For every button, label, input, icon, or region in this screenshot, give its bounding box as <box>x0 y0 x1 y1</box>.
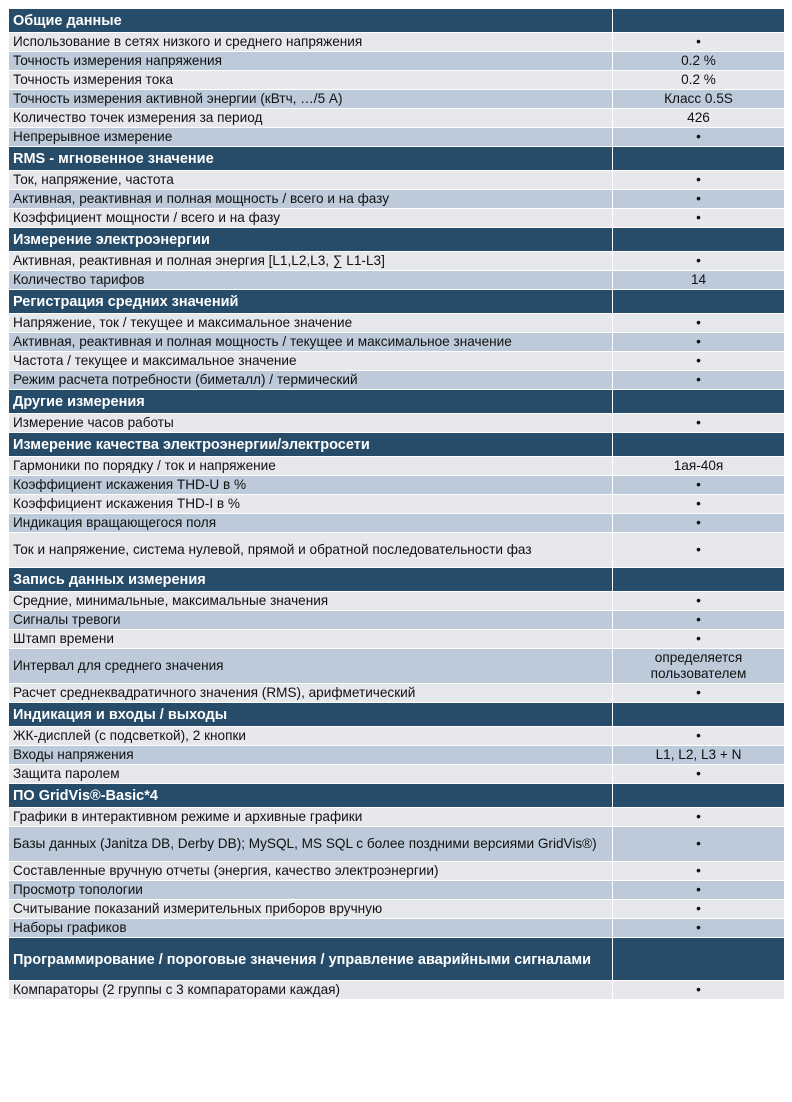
row-value: 1ая-40я <box>613 457 785 476</box>
section-header <box>9 290 785 314</box>
table-row <box>9 33 785 52</box>
row-label: Интервал для среднего значения <box>9 649 613 684</box>
row-value: • <box>613 190 785 209</box>
row-value: • <box>613 592 785 611</box>
row-value: • <box>613 252 785 271</box>
table-row <box>9 981 785 1000</box>
row-value: 0.2 % <box>613 71 785 90</box>
section-header-blank <box>613 228 785 252</box>
row-label: Входы напряжения <box>9 746 613 765</box>
row-value: • <box>613 352 785 371</box>
section-title: ПО GridVis®-Basic*4 <box>9 784 613 808</box>
table-row <box>9 333 785 352</box>
row-value: • <box>613 630 785 649</box>
table-row <box>9 533 785 568</box>
section-title: Индикация и входы / выходы <box>9 703 613 727</box>
section-header-blank <box>613 568 785 592</box>
row-label: Гармоники по порядку / ток и напряжение <box>9 457 613 476</box>
section-title: Программирование / пороговые значения / управление аварийными сигналами <box>9 938 613 981</box>
row-label: Коэффициент мощности / всего и на фазу <box>9 209 613 228</box>
row-value: • <box>613 611 785 630</box>
row-label: Использование в сетях низкого и среднего напряжения <box>9 33 613 52</box>
row-label: Ток и напряжение, система нулевой, прямой и обратной последовательности фаз <box>9 533 613 568</box>
section-header <box>9 568 785 592</box>
table-row <box>9 765 785 784</box>
row-value: • <box>613 171 785 190</box>
table-row <box>9 190 785 209</box>
section-header <box>9 9 785 33</box>
section-header <box>9 433 785 457</box>
table-row <box>9 592 785 611</box>
table-row <box>9 252 785 271</box>
row-label: Количество тарифов <box>9 271 613 290</box>
table-row <box>9 746 785 765</box>
table-row <box>9 128 785 147</box>
row-label: Коэффициент искажения THD-I в % <box>9 495 613 514</box>
table-row <box>9 171 785 190</box>
row-value: 14 <box>613 271 785 290</box>
section-header <box>9 147 785 171</box>
row-label: Расчет среднеквадратичного значения (RMS), арифметический <box>9 684 613 703</box>
row-label: Непрерывное измерение <box>9 128 613 147</box>
row-value: • <box>613 333 785 352</box>
row-label: ЖК-дисплей (с подсветкой), 2 кнопки <box>9 727 613 746</box>
row-label: Активная, реактивная и полная энергия [L1,L2,L3, ∑ L1-L3] <box>9 252 613 271</box>
section-title: Измерение качества электроэнергии/электросети <box>9 433 613 457</box>
table-row <box>9 649 785 684</box>
row-value: • <box>613 919 785 938</box>
row-value: • <box>613 808 785 827</box>
section-header <box>9 390 785 414</box>
table-row <box>9 371 785 390</box>
section-header <box>9 228 785 252</box>
table-row <box>9 414 785 433</box>
row-label: Активная, реактивная и полная мощность / текущее и максимальное значение <box>9 333 613 352</box>
table-row <box>9 209 785 228</box>
row-label: Частота / текущее и максимальное значение <box>9 352 613 371</box>
section-title: RMS - мгновенное значение <box>9 147 613 171</box>
table-row <box>9 727 785 746</box>
spec-table-body <box>9 9 785 1000</box>
row-value: • <box>613 209 785 228</box>
table-row <box>9 808 785 827</box>
section-header-blank <box>613 784 785 808</box>
section-header <box>9 938 785 981</box>
row-label: Наборы графиков <box>9 919 613 938</box>
row-label: Защита паролем <box>9 765 613 784</box>
section-header <box>9 784 785 808</box>
row-label: Измерение часов работы <box>9 414 613 433</box>
table-row <box>9 862 785 881</box>
table-row <box>9 495 785 514</box>
row-label: Точность измерения активной энергии (кВтч, …/5 А) <box>9 90 613 109</box>
table-row <box>9 457 785 476</box>
row-label: Сигналы тревоги <box>9 611 613 630</box>
row-label: Точность измерения тока <box>9 71 613 90</box>
section-header-blank <box>613 433 785 457</box>
row-value: • <box>613 33 785 52</box>
row-value: Класс 0.5S <box>613 90 785 109</box>
table-row <box>9 314 785 333</box>
row-value: • <box>613 881 785 900</box>
row-label: Количество точек измерения за период <box>9 109 613 128</box>
row-label: Базы данных (Janitza DB, Derby DB); MySQL, MS SQL с более поздними версиями GridVis®) <box>9 827 613 862</box>
spec-table <box>8 8 785 1000</box>
section-title: Измерение электроэнергии <box>9 228 613 252</box>
table-row <box>9 611 785 630</box>
row-value: • <box>613 414 785 433</box>
row-value: • <box>613 371 785 390</box>
section-header-blank <box>613 390 785 414</box>
table-row <box>9 881 785 900</box>
row-value: • <box>613 684 785 703</box>
row-label: Компараторы (2 группы с 3 компараторами каждая) <box>9 981 613 1000</box>
row-value: L1, L2, L3 + N <box>613 746 785 765</box>
section-title: Регистрация средних значений <box>9 290 613 314</box>
row-value: • <box>613 533 785 568</box>
row-value: • <box>613 495 785 514</box>
row-value: • <box>613 314 785 333</box>
section-header-blank <box>613 147 785 171</box>
table-row <box>9 900 785 919</box>
table-row <box>9 90 785 109</box>
row-value: • <box>613 727 785 746</box>
table-row <box>9 271 785 290</box>
row-label: Режим расчета потребности (биметалл) / термический <box>9 371 613 390</box>
row-label: Напряжение, ток / текущее и максимальное значение <box>9 314 613 333</box>
row-value: 426 <box>613 109 785 128</box>
row-value: • <box>613 128 785 147</box>
row-value: • <box>613 862 785 881</box>
row-label: Штамп времени <box>9 630 613 649</box>
row-value: • <box>613 476 785 495</box>
table-row <box>9 52 785 71</box>
table-row <box>9 684 785 703</box>
row-value: 0.2 % <box>613 52 785 71</box>
table-row <box>9 476 785 495</box>
row-label: Ток, напряжение, частота <box>9 171 613 190</box>
row-label: Считывание показаний измерительных приборов вручную <box>9 900 613 919</box>
section-title: Запись данных измерения <box>9 568 613 592</box>
section-header-blank <box>613 938 785 981</box>
row-label: Точность измерения напряжения <box>9 52 613 71</box>
row-value: • <box>613 765 785 784</box>
row-label: Просмотр топологии <box>9 881 613 900</box>
table-row <box>9 109 785 128</box>
row-value: • <box>613 981 785 1000</box>
spec-table-container <box>8 8 784 1000</box>
row-label: Графики в интерактивном режиме и архивные графики <box>9 808 613 827</box>
table-row <box>9 919 785 938</box>
section-title: Другие измерения <box>9 390 613 414</box>
section-header-blank <box>613 290 785 314</box>
row-label: Составленные вручную отчеты (энергия, качество электроэнергии) <box>9 862 613 881</box>
table-row <box>9 352 785 371</box>
row-value: • <box>613 827 785 862</box>
table-row <box>9 827 785 862</box>
row-label: Активная, реактивная и полная мощность / всего и на фазу <box>9 190 613 209</box>
row-label: Коэффициент искажения THD-U в % <box>9 476 613 495</box>
table-row <box>9 71 785 90</box>
table-row <box>9 630 785 649</box>
row-value: определяется пользователем <box>613 649 785 684</box>
section-header-blank <box>613 9 785 33</box>
row-label: Средние, минимальные, максимальные значения <box>9 592 613 611</box>
row-value: • <box>613 900 785 919</box>
section-header <box>9 703 785 727</box>
row-label: Индикация вращающегося поля <box>9 514 613 533</box>
row-value: • <box>613 514 785 533</box>
section-title: Общие данные <box>9 9 613 33</box>
section-header-blank <box>613 703 785 727</box>
table-row <box>9 514 785 533</box>
